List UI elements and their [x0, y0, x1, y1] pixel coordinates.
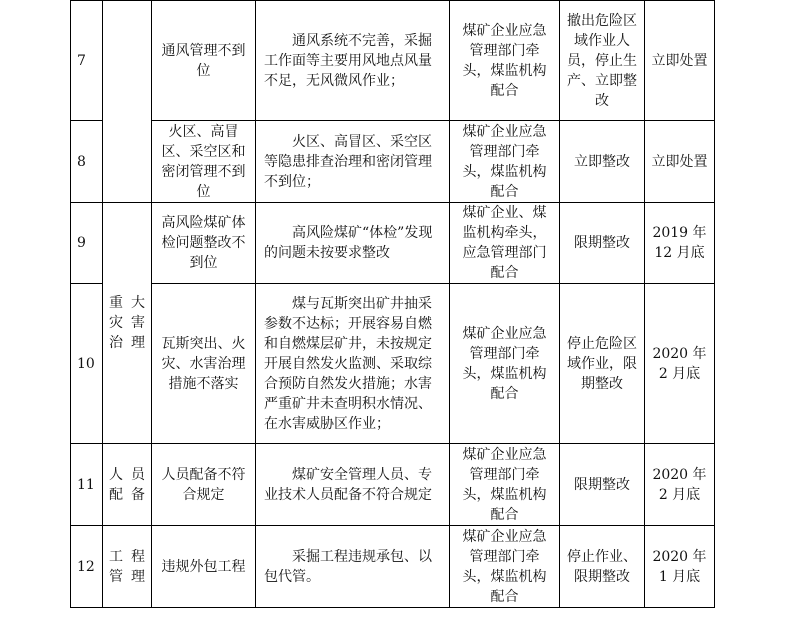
category-label: 工程管理	[109, 548, 145, 585]
hazard-description-text: 火区、高冒区、采空区等隐患排查治理和密闭管理不到位；	[264, 133, 432, 190]
table-row	[71, 203, 715, 284]
rectification-measure: 限期整改	[560, 444, 645, 526]
rectification-measure: 撤出危险区域作业人员，停止生产、立即整改	[560, 1, 645, 121]
table-row	[71, 1, 715, 121]
deadline: 2020 年2 月底	[645, 284, 715, 444]
category-label: 重大灾害治理	[109, 295, 145, 351]
rectification-measure: 停止作业、限期整改	[560, 526, 645, 608]
row-number: 8	[71, 121, 103, 203]
rectification-measure: 停止危险区域作业，限期整改	[560, 284, 645, 444]
category-cell	[103, 526, 152, 608]
hazard-item: 违规外包工程	[152, 526, 256, 608]
category-cell	[103, 203, 152, 444]
responsible-department: 煤矿企业应急管理部门牵头，煤监机构配合	[450, 526, 560, 608]
hazard-description	[256, 1, 450, 121]
responsible-department: 煤矿企业应急管理部门牵头，煤监机构配合	[450, 284, 560, 444]
hazard-item: 火区、高冒区、采空区和密闭管理不到位	[152, 121, 256, 203]
hazard-description	[256, 284, 450, 444]
deadline: 立即处置	[645, 121, 715, 203]
row-number: 7	[71, 1, 103, 121]
rectification-measure: 限期整改	[560, 203, 645, 284]
row-number: 10	[71, 284, 103, 444]
table-row	[71, 284, 715, 444]
row-number: 12	[71, 526, 103, 608]
category-cell	[103, 444, 152, 526]
hazard-description-text: 采掘工程违规承包、以包代管。	[264, 548, 432, 585]
hazard-description-text: 煤矿安全管理人员、专业技术人员配备不符合规定	[264, 466, 432, 503]
hazard-description-text: 煤与瓦斯突出矿井抽采参数不达标；开展容易自燃和自燃煤层矿井，未按规定开展自然发火监测、采取综合预防自然发火措施；水害严重矿井未查明积水情况、在水害威胁区作业；	[264, 295, 432, 432]
hazard-item: 人员配备不符合规定	[152, 444, 256, 526]
category-label: 人员配备	[109, 466, 145, 503]
deadline: 立即处置	[645, 1, 715, 121]
hazard-description	[256, 444, 450, 526]
hazard-description-text: 通风系统不完善，采掘工作面等主要用风地点风量不足，无风微风作业；	[264, 32, 432, 89]
row-number: 9	[71, 203, 103, 284]
hazard-description	[256, 526, 450, 608]
row-number: 11	[71, 444, 103, 526]
responsible-department: 煤矿企业、煤监机构牵头，应急管理部门配合	[450, 203, 560, 284]
hazard-description	[256, 121, 450, 203]
hazard-item: 通风管理不到位	[152, 1, 256, 121]
hazard-item: 瓦斯突出、火灾、水害治理措施不落实	[152, 284, 256, 444]
deadline: 2020 年2 月底	[645, 444, 715, 526]
hazard-item: 高风险煤矿体检问题整改不到位	[152, 203, 256, 284]
table-row	[71, 444, 715, 526]
deadline: 2019 年12 月底	[645, 203, 715, 284]
responsible-department: 煤矿企业应急管理部门牵头，煤监机构配合	[450, 121, 560, 203]
table-row	[71, 121, 715, 203]
responsible-department: 煤矿企业应急管理部门牵头，煤监机构配合	[450, 444, 560, 526]
rectification-measure: 立即整改	[560, 121, 645, 203]
responsible-department: 煤矿企业应急管理部门牵头，煤监机构配合	[450, 1, 560, 121]
hazard-description-text: 高风险煤矿“体检”发现的问题未按要求整改	[264, 225, 433, 261]
table-row	[71, 526, 715, 608]
hazard-rectification-table	[70, 0, 715, 608]
hazard-description	[256, 203, 450, 284]
deadline: 2020 年1 月底	[645, 526, 715, 608]
category-cell	[103, 1, 152, 203]
